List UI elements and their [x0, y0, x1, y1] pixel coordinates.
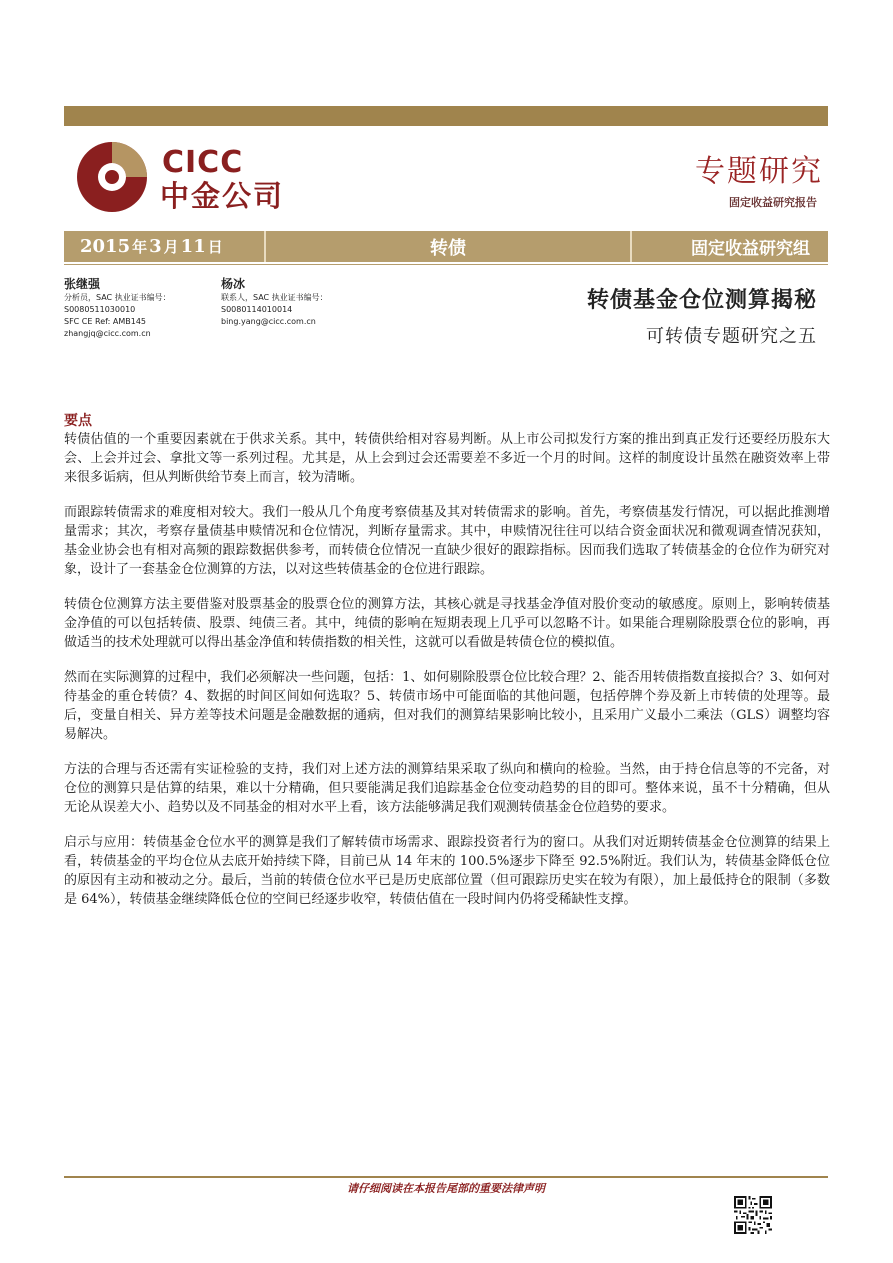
report-subtype: 固定收益研究报告 — [729, 196, 817, 209]
body-paragraph: 启示与应用：转债基金仓位水平的测算是我们了解转债市场需求、跟踪投资者行为的窗口。从我们对近期转债基金仓位测算的结果上看，转债基金的平均仓位从去底开始持续下降，目前已从 14 年末的 100.5%逐步下降至 92.5%附近。我们认为，转债基金降低仓位的原因有主动和被动之分。最后，当前的转债仓位水平已是历史底部位置（但可跟踪历史实在较为有限），加上最低持仓的限制（多数是 64%），转债基金继续降低仓位的空间已经逐步收窄，转债估值在一段时间内仍将受稀缺性支撑。 — [64, 835, 830, 907]
banner-underline — [64, 264, 828, 265]
author-role: 分析员，SAC 执业证书编号： — [64, 293, 171, 302]
body-paragraph: 方法的合理与否还需有实证检验的支持，我们对上述方法的测算结果采取了纵向和横向的检验。当然，由于持仓信息等的不完备，对仓位的测算只是估算的结果，难以十分精确，但只要能满足我们追踪基金仓位变动趋势的目的即可。整体来说，虽不十分精确，但从无论从误差大小、趋势以及不同基金的相对水平上看，该方法能够满足我们观测转债基金仓位趋势的要求。 — [64, 762, 830, 815]
author-email[interactable]: zhangjq@cicc.com.cn — [64, 329, 151, 338]
author-role: 联系人，SAC 执业证书编号： — [221, 293, 328, 302]
report-date — [64, 231, 264, 262]
cicc-logo-icon — [76, 141, 148, 213]
author-block — [64, 276, 171, 340]
author-name: 张继强 — [64, 277, 101, 291]
body-paragraph: 然而在实际测算的过程中，我们必须解决一些问题，包括：1、如何剔除股票仓位比较合理？2、能否用转债指数直接拟合？3、如何对待基金的重仓转债？4、数据的时间区间如何选取？5、转债市场中可能面临的其他问题，包括停牌个券及新上市转债的处理等。最后，变量自相关、异方差等技术问题是金融数据的通病，但对我们的测算结果影响比较小，且采用广义最小二乘法（GLS）调整均容易解决。 — [64, 670, 830, 742]
body-paragraph: 转债估值的一个重要因素就在于供求关系。其中，转债供给相对容易判断。从上市公司拟发行方案的推出到真正发行还要经历股东大会、上会并过会、拿批文等一系列过程。尤其是，从上会到过会还需要差不多近一个月的时间。这样的制度设计虽然在融资效率上带来很多诟病，但从判断供给节奏上而言，较为清晰。 — [64, 432, 830, 485]
research-group: 固定收益研究组 — [691, 239, 810, 259]
report-title: 转债基金仓位测算揭秘 — [586, 287, 817, 313]
body-paragraph: 转债仓位测算方法主要借鉴对股票基金的股票仓位的测算方法，其核心就是寻找基金净值对股价变动的敏感度。原则上，影响转债基金净值的可以包括转债、股票、纯债三者。其中，纯债的影响在短期表现上几乎可以忽略不计。如果能合理剔除股票仓位的影响，再做适当的技术处理就可以得出基金净值和转债指数的相关性，这就可以看做是转债仓位的模拟值。 — [64, 597, 830, 650]
logo-text-cn: 中金公司 — [160, 179, 285, 213]
body-paragraph: 而跟踪转债需求的难度相对较大。我们一般从几个角度考察债基及其对转债需求的影响。首先，考察债基发行情况，可以据此推测增量需求；其次，考察存量债基申赎情况和仓位情况，判断存量需求。其中，申赎情况往往可以结合资金面状况和微观调查情况获知，基金业协会也有相对高频的跟踪数据供参考，而转债仓位情况一直缺少很好的跟踪指标。因而我们选取了转债基金的仓位作为研究对象，设计了一套基金仓位测算的方法，以对这些转债基金的仓位进行跟踪。 — [64, 505, 830, 577]
author-sfc: SFC CE Ref: AMB145 — [64, 317, 147, 326]
legal-disclaimer-note: 请仔细阅读在本报告尾部的重要法律声明 — [347, 1182, 545, 1195]
logo-text-en: CICC — [162, 145, 244, 180]
report-type: 专题研究 — [695, 154, 823, 189]
author-email[interactable]: bing.yang@cicc.com.cn — [221, 317, 316, 326]
date-day-unit: 日 — [207, 238, 223, 256]
report-topic: 转债 — [430, 237, 466, 259]
date-year: 2015 — [80, 236, 131, 257]
footer-divider — [64, 1176, 828, 1178]
author-cert: S0080511030010 — [64, 305, 136, 314]
author-cert: S0080114010014 — [221, 305, 293, 314]
section-heading: 要点 — [64, 413, 92, 429]
date-year-unit: 年 — [132, 238, 148, 256]
report-body — [64, 430, 830, 925]
date-month-unit: 月 — [163, 238, 179, 256]
date-month: 3 — [149, 236, 162, 257]
report-subtitle: 可转债专题研究之五 — [646, 326, 817, 347]
date-day: 11 — [180, 236, 206, 257]
author-name: 杨冰 — [221, 277, 246, 291]
author-block — [221, 276, 328, 328]
qr-code-icon — [734, 1196, 772, 1234]
report-banner — [64, 231, 828, 262]
top-color-band — [64, 106, 828, 126]
